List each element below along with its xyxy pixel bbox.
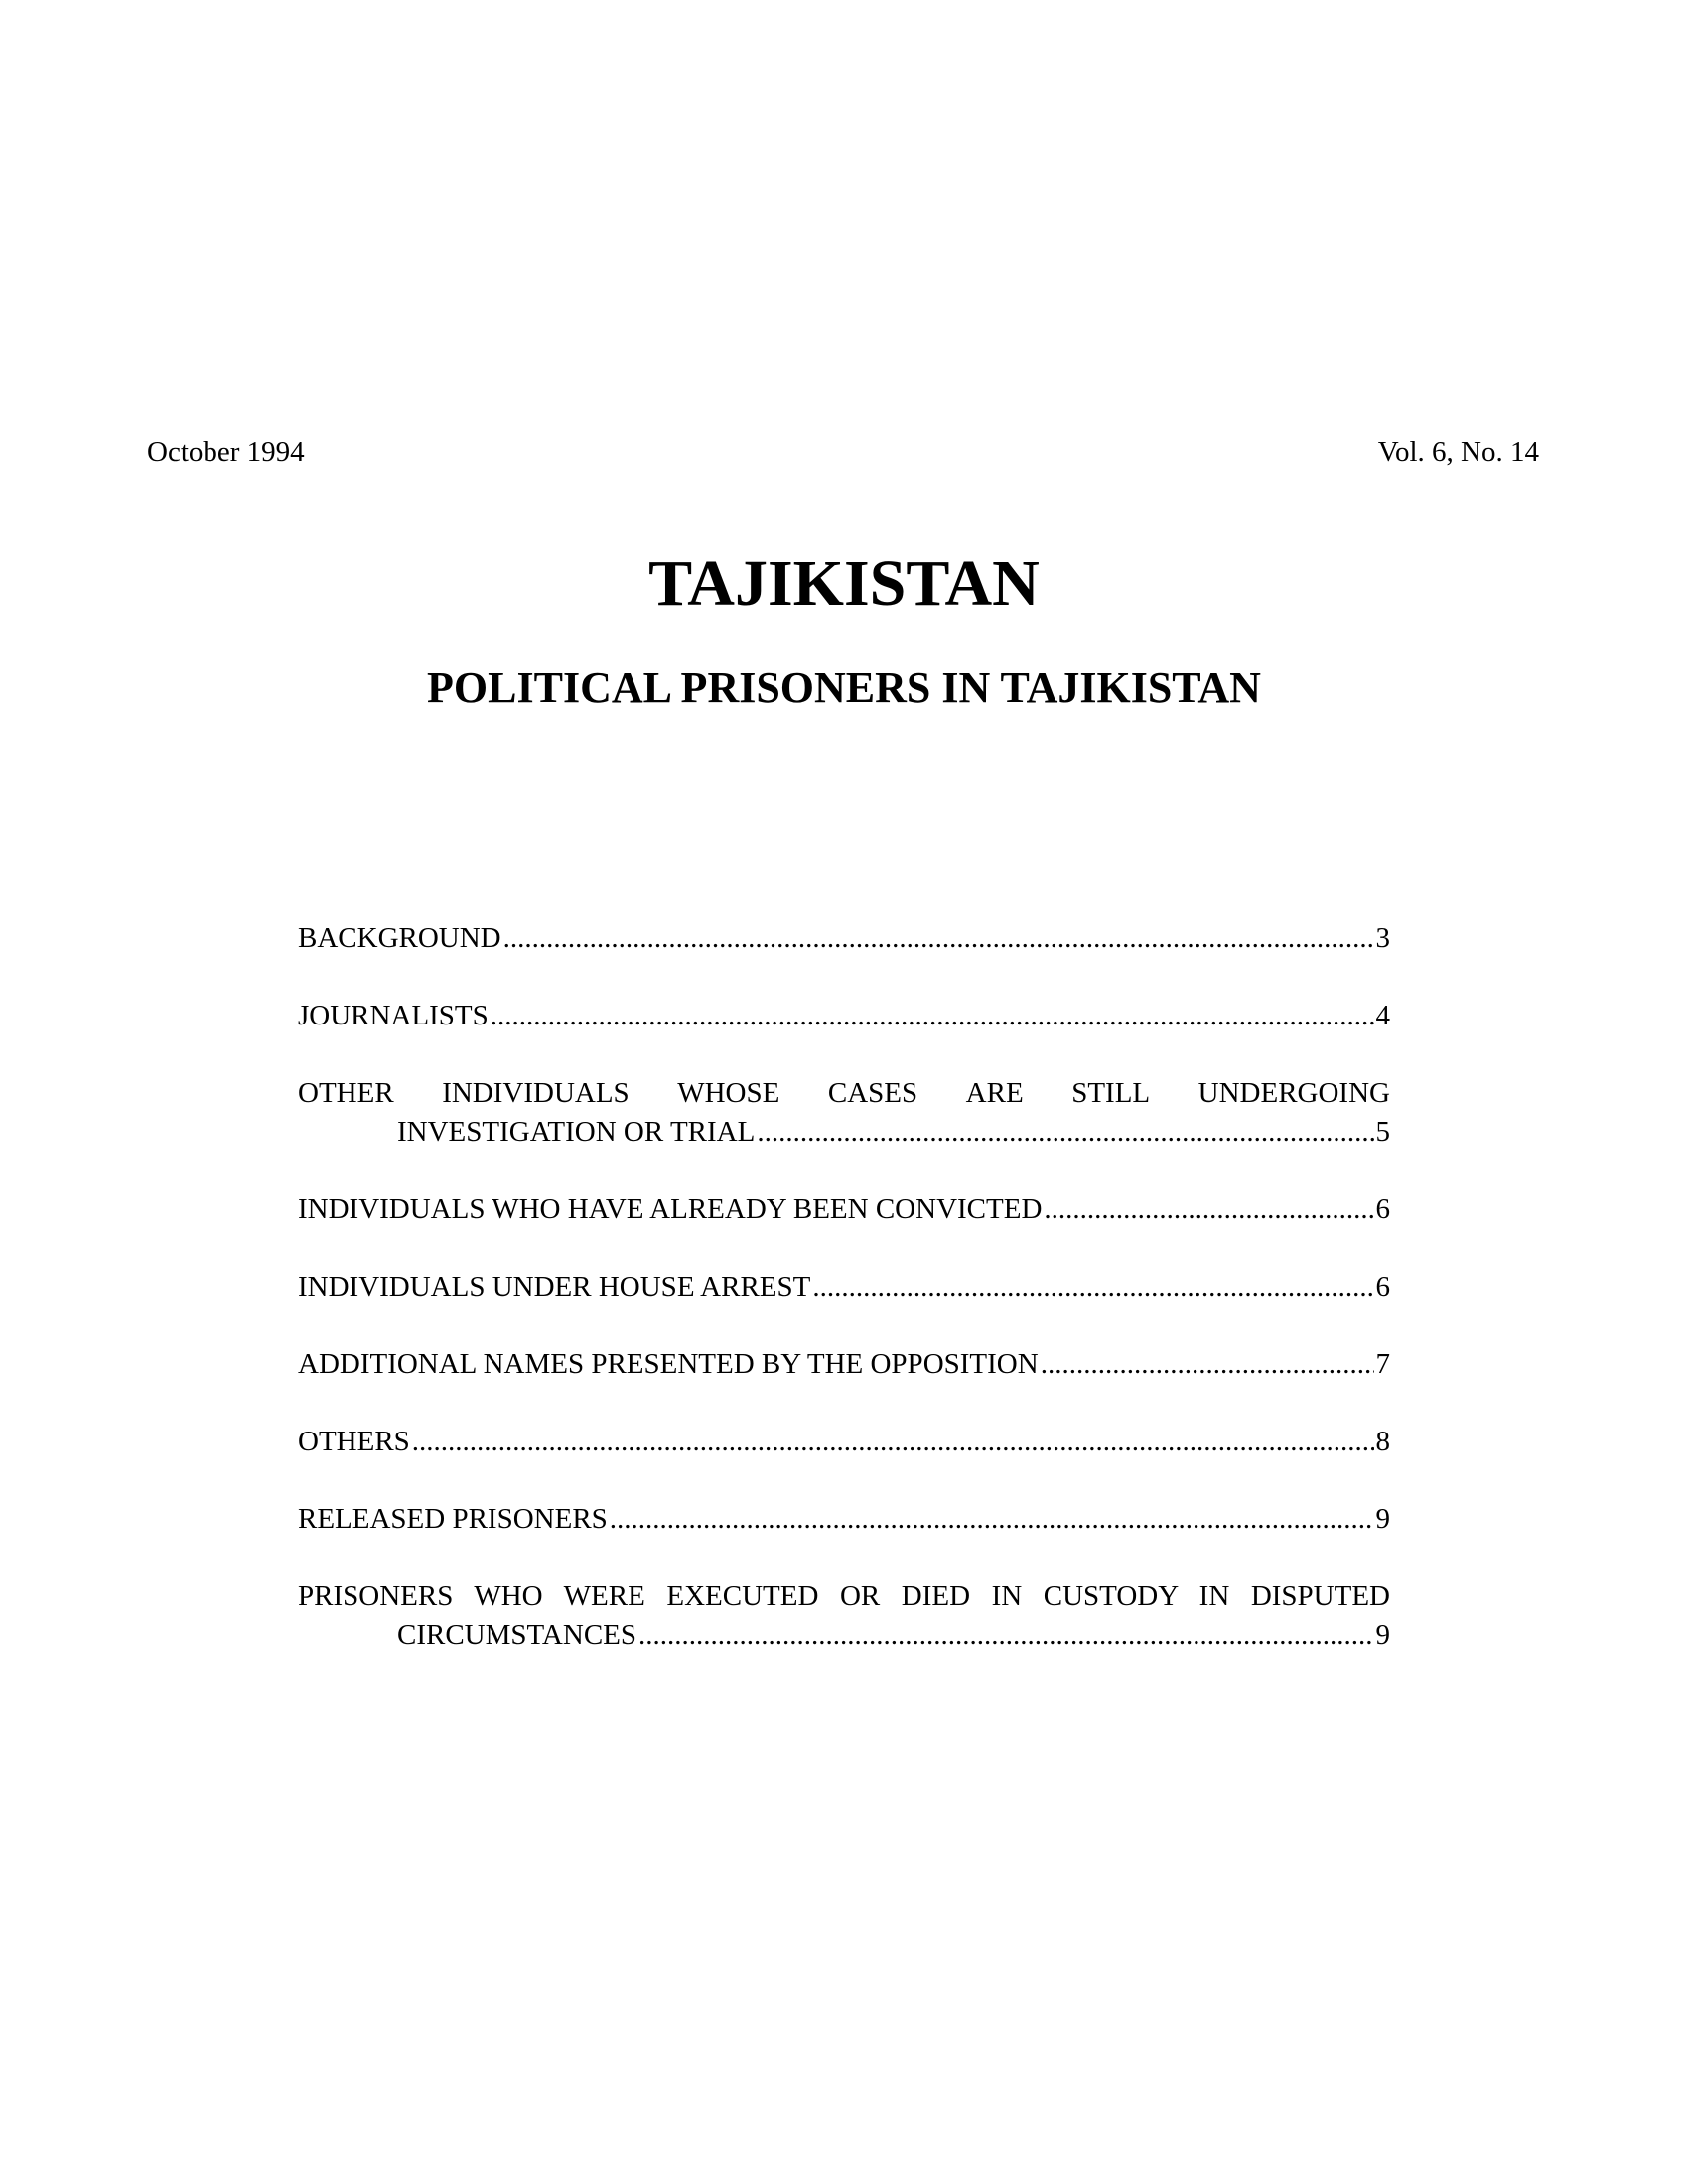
toc-entry-page: 8: [1375, 1426, 1390, 1457]
dot-leader: [1044, 1190, 1373, 1229]
toc-entry-page: 6: [1375, 1193, 1390, 1225]
table-of-contents: [298, 919, 1390, 1694]
toc-entry-executed-prisoners[interactable]: [298, 1577, 1390, 1655]
dot-leader: [757, 1113, 1373, 1152]
toc-entry-page: 3: [1375, 922, 1390, 954]
toc-word: ARE: [965, 1077, 1024, 1109]
dot-leader: [812, 1268, 1373, 1306]
toc-word: WHOSE: [677, 1077, 780, 1109]
toc-entry-background[interactable]: [298, 919, 1390, 958]
toc-entry-title: JOURNALISTS: [298, 1000, 489, 1031]
toc-entry-title: ADDITIONAL NAMES PRESENTED BY THE OPPOSITION: [298, 1348, 1039, 1380]
dot-leader: [503, 919, 1374, 958]
toc-entry-title-line1: PRISONERS WHO WERE EXECUTED OR DIED IN CUSTODY IN DISPUTED: [298, 1580, 1390, 1612]
toc-entry-page: 5: [1375, 1116, 1390, 1148]
dot-leader: [1041, 1345, 1374, 1384]
toc-entry-others[interactable]: [298, 1423, 1390, 1461]
toc-entry-journalists[interactable]: [298, 997, 1390, 1035]
toc-word: STILL: [1071, 1077, 1151, 1109]
toc-entry-title: INDIVIDUALS WHO HAVE ALREADY BEEN CONVICTED: [298, 1193, 1043, 1225]
toc-entry-title-line1: [298, 1074, 1390, 1113]
report-title: TAJIKISTAN: [648, 547, 1040, 619]
dot-leader: [638, 1616, 1373, 1655]
toc-entry-house-arrest[interactable]: [298, 1268, 1390, 1306]
toc-entry-page: 7: [1375, 1348, 1390, 1380]
toc-entry-page: 6: [1375, 1271, 1390, 1302]
toc-word: UNDERGOING: [1197, 1077, 1390, 1109]
toc-word: CASES: [827, 1077, 918, 1109]
toc-entry-title: INDIVIDUALS UNDER HOUSE ARREST: [298, 1271, 811, 1302]
toc-word: OTHER: [298, 1077, 394, 1109]
volume-number: Vol. 6, No. 14: [1377, 436, 1539, 468]
toc-entry-title: OTHERS: [298, 1426, 410, 1457]
toc-entry-released-prisoners[interactable]: [298, 1500, 1390, 1539]
report-subtitle: POLITICAL PRISONERS IN TAJIKISTAN: [427, 663, 1261, 712]
toc-entry-page: 4: [1375, 1000, 1390, 1031]
toc-entry-title: BACKGROUND: [298, 922, 501, 954]
toc-entry-page: 9: [1375, 1503, 1390, 1535]
toc-entry-page: 9: [1375, 1619, 1390, 1651]
toc-entry-convicted[interactable]: [298, 1190, 1390, 1229]
toc-entry-additional-names[interactable]: [298, 1345, 1390, 1384]
dot-leader: [412, 1423, 1374, 1461]
toc-word: INDIVIDUALS: [442, 1077, 630, 1109]
toc-entry-title-line2: INVESTIGATION OR TRIAL: [397, 1116, 756, 1148]
report-date: October 1994: [147, 436, 305, 468]
toc-entry-title: RELEASED PRISONERS: [298, 1503, 608, 1535]
dot-leader: [610, 1500, 1374, 1539]
dot-leader: [491, 997, 1374, 1035]
toc-entry-other-individuals[interactable]: [298, 1074, 1390, 1152]
toc-entry-title-line2: CIRCUMSTANCES: [397, 1619, 637, 1651]
